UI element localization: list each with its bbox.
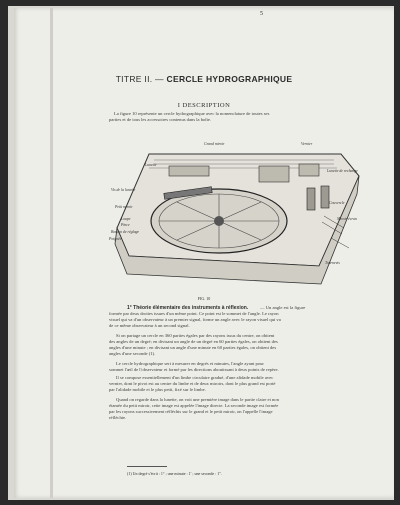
title-prefix: TITRE II. — [115,74,164,84]
page-number: 5 [260,11,263,17]
para2-line-3: angles d'une minute ; en divisant un angle d'une minute en 60 parties égales, on obtient des [109,345,277,350]
footnote: (1) Un degré s'écrit : 1° ; une minute : 1' ; une seconde : 1". [127,471,222,476]
para2-line-4: angles d'une seconde (1). [109,351,156,356]
intro-line-1: La figure 10 représente un cercle hydrographique avec la nomenclature de toutes ses [114,111,270,116]
theory-line-1: — Un angle est la figure [260,305,306,310]
para3-line-1: Le cercle hydrographique sert à mesurer en degrés et minutes, l'angle ayant pour [116,361,264,366]
hydrographic-circle-figure [109,136,371,296]
label-pince: Pince [121,223,130,227]
label-vis-lunette: Vis de la lunette [111,188,136,192]
label-tournevis: Tournevis [325,261,340,265]
para3-line-3: Il se compose essentiellement d'un limbe circulaire gradué, d'une alidade mobile avec [116,375,274,380]
label-vernier: Vernier [301,142,313,146]
label-couvercle: Couvercle [329,201,345,205]
para4-line-4: réfléchie. [109,415,127,420]
theory-line-2: formée par deux droites issues d'un même point. Ce point est le sommet de l'angle. Le rayon [109,311,279,316]
label-lunette-rechange: Lunette de rechange [327,169,358,173]
label-poignee: Poignée [109,237,122,241]
para2-line-2: des angles de un degré; en divisant un angle de un degré en 60 parties égales, on obtient des [109,339,278,344]
para4-line-1: Quand on regarde dans la lunette, on voit une première image dans le partie claire et non [116,397,279,402]
para3-line-5: par l'alidade mobile et le plus petit, fixé sur le limbe. [109,387,206,392]
label-loupe: Loupe [121,217,131,221]
para4-line-3: par les rayons successivement réfléchis sur le grand et le petit miroir, on l'appelle l'image [109,409,273,414]
label-grand-miroir: Grand miroir [204,142,225,146]
para3-line-4: vernier, dont le pivot est au centre du limbe et de deux miroirs, dont le plus grand est porté [109,381,276,386]
label-miroir-ecran: Miroir-écran [337,217,357,221]
document-page [14,8,394,498]
theory-line-3: visuel qui va d'un observateur à un premier signal, forme un angle avec le rayon visuel qui va [109,317,281,322]
label-lunette: Lunette [145,163,157,167]
theory-heading: 1° Théorie élémentaire des instruments à réflexion. [127,305,249,311]
para2-line-1: Si on partage un cercle en 360 parties égales par des rayons issus du centre, on obtient [116,333,275,338]
para3-line-2: sommet l'œil de l'observateur et formé par les directions aboutissant à deux points de repère. [109,367,279,372]
page-title [14,74,394,84]
title-main: CERCLE HYDROGRAPHIQUE [166,74,293,84]
figure-caption: FIG. 10 [197,296,211,301]
footnote-rule [127,466,167,467]
label-petit-miroir: Petit miroir [115,205,133,209]
para4-line-2: étamée du petit miroir, cette image est appelée l'image directe. La seconde image est formée [109,403,279,408]
intro-line-2: parties et de tous les accessoires contenus dans la boîte. [109,117,212,122]
section-heading: I DESCRIPTION [177,102,231,109]
theory-line-4: de ce même observateur à un second signal. [109,323,190,328]
label-bouton-reglage: Bouton de réglage [111,230,140,234]
